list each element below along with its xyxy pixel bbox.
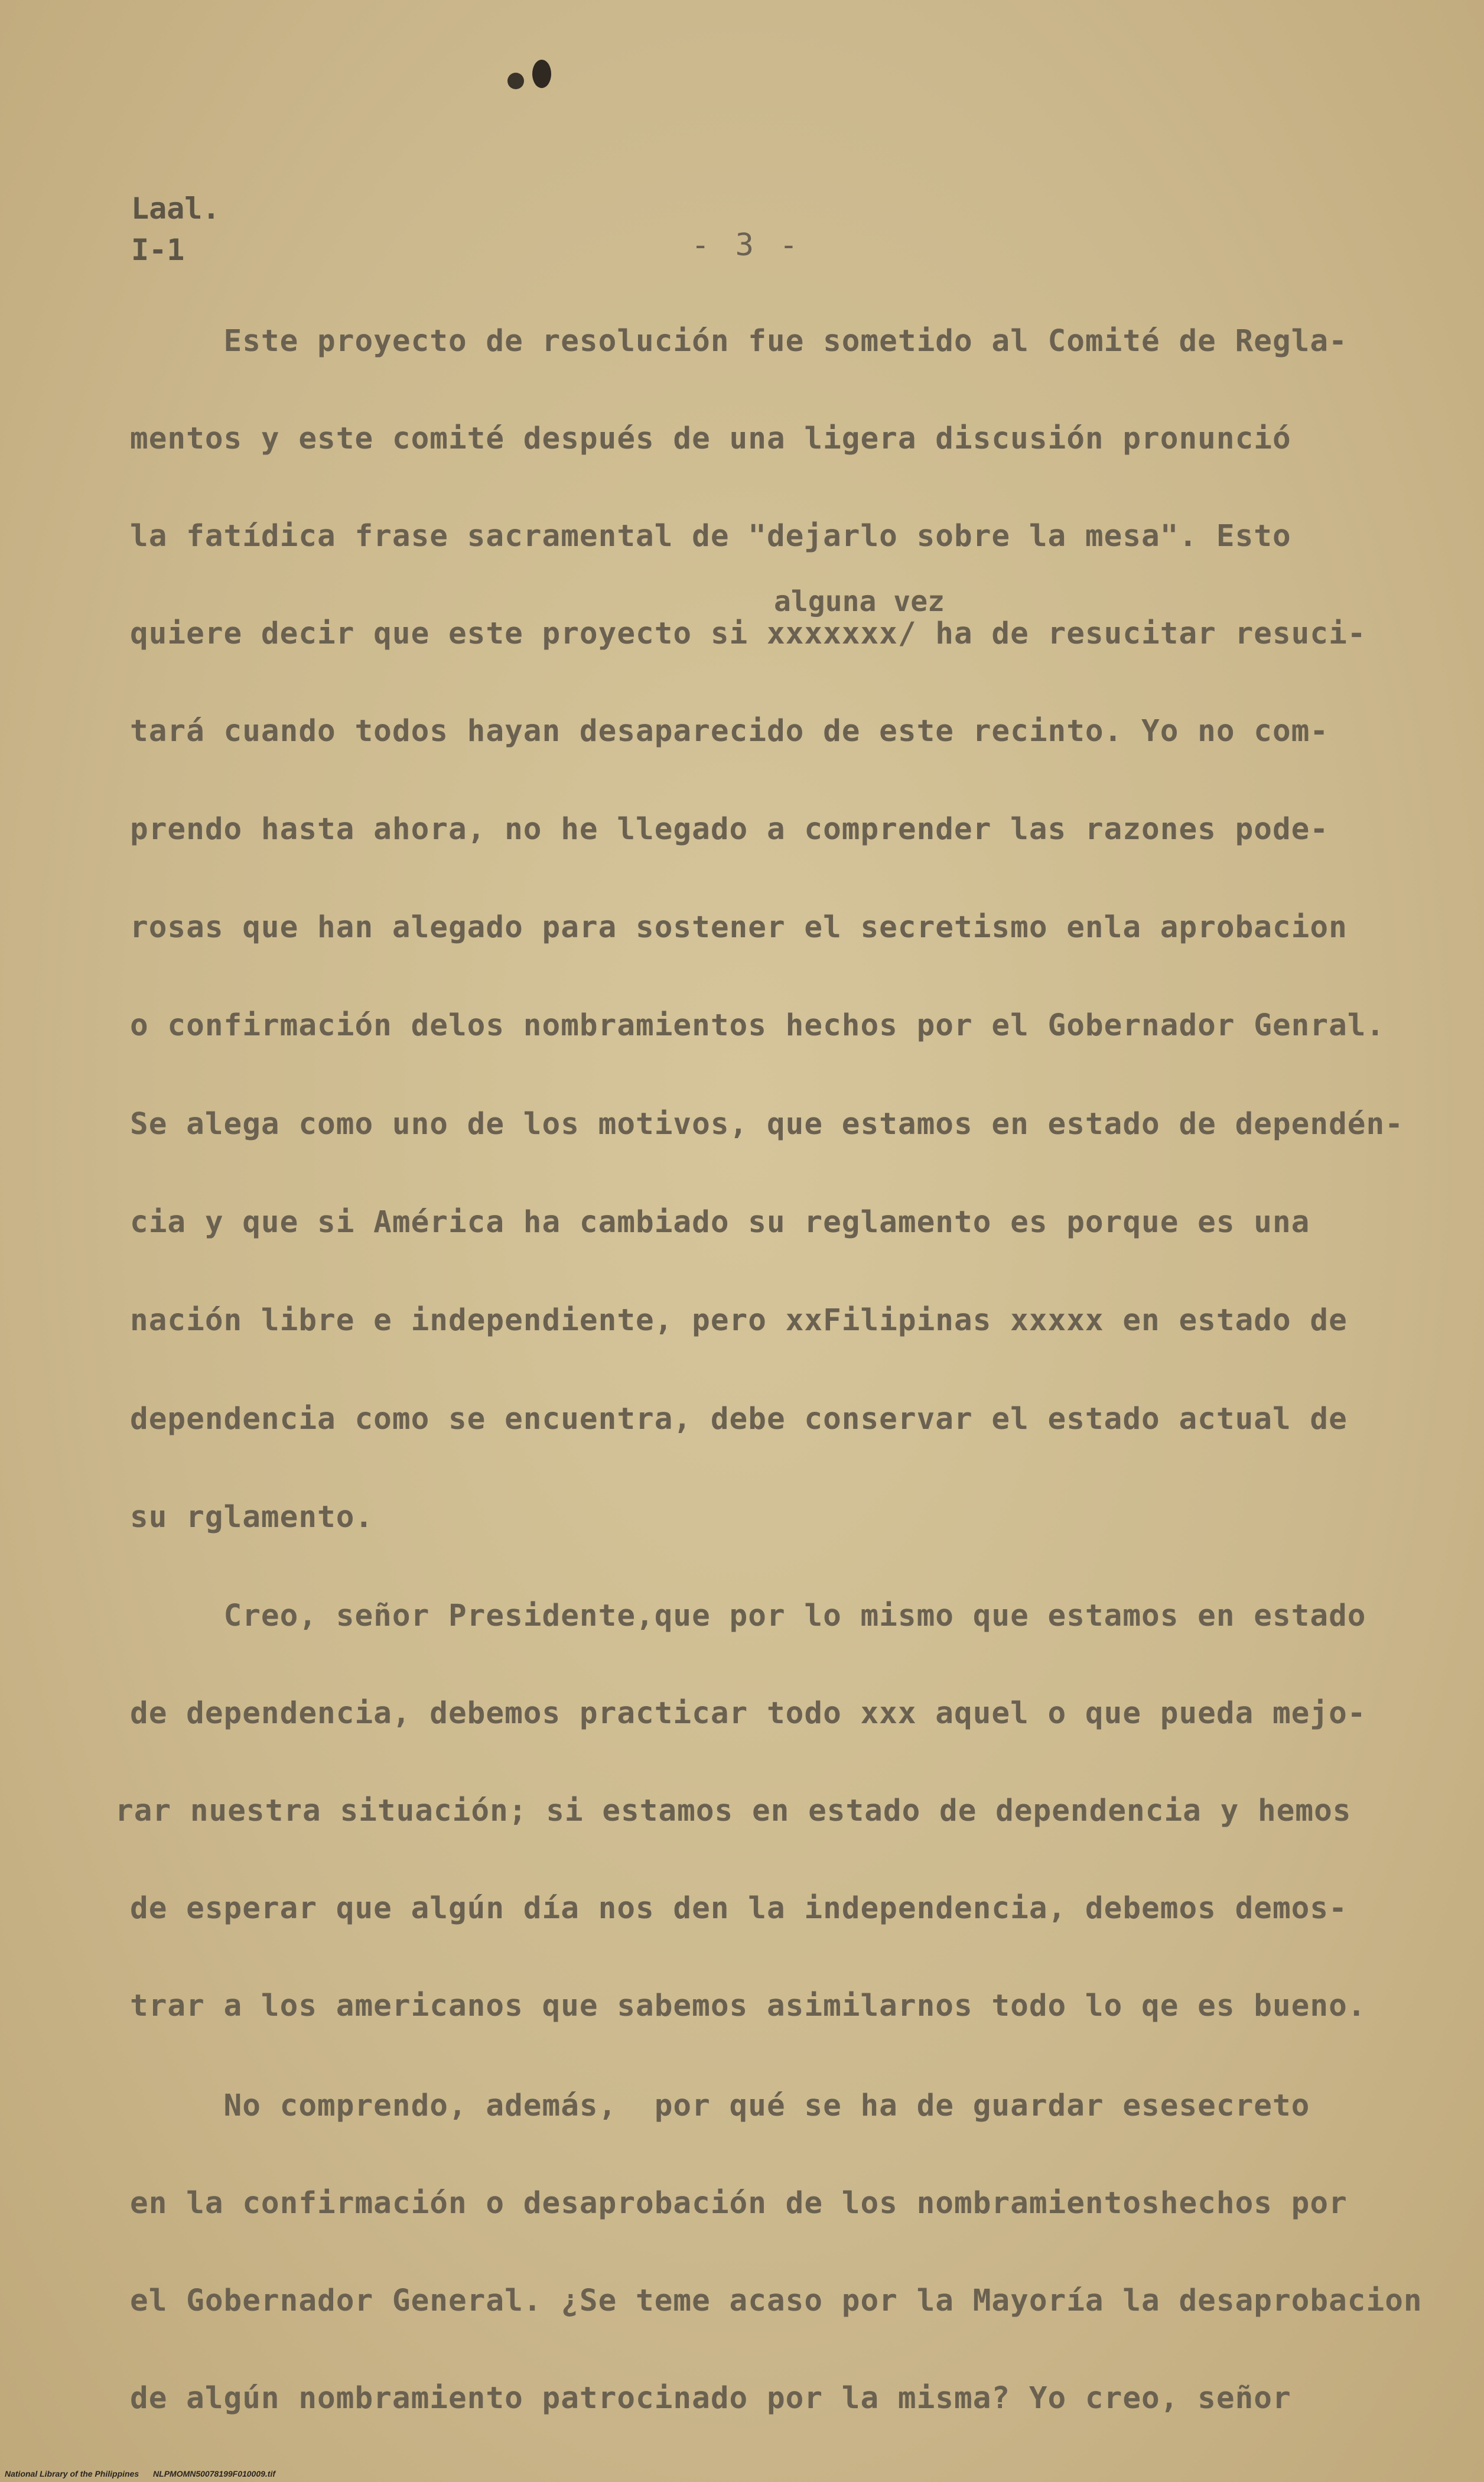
scan-footer: [5, 2469, 287, 2478]
text-line: prendo hasta ahora, no he llegado a comprender las razones pode-: [130, 812, 1329, 847]
page-number: - 3 -: [691, 228, 802, 263]
text-line: trar a los americanos que sabemos asimilarnos todo lo qe es bueno.: [130, 1989, 1366, 2023]
ink-blot-mark: [499, 56, 564, 98]
file-identifier: NLPMOMN50078199F010009.tif: [153, 2469, 276, 2478]
text-line: tará cuando todos hayan desaparecido de este recinto. Yo no com-: [130, 714, 1329, 749]
text-line: dependencia como se encuentra, debe conservar el estado actual de: [130, 1402, 1348, 1437]
text-line: rar nuestra situación; si estamos en estado de dependencia y hemos: [115, 1794, 1352, 1828]
text-line: en la confirmación o desaprobación de los nombramientoshechos por: [130, 2186, 1348, 2221]
text-line: de algún nombramiento patrocinado por la misma? Yo creo, señor: [130, 2381, 1291, 2416]
text-line: o confirmación delos nombramientos hechos por el Gobernador Genral.: [130, 1008, 1385, 1043]
library-credit: National Library of the Philippines: [5, 2469, 139, 2478]
text-line: quiere decir que este proyecto si xxxxxxx/ ha de resucitar resuci-: [130, 616, 1366, 651]
text-line: Creo, señor Presidente,que por lo mismo que estamos en estado: [130, 1599, 1366, 1633]
text-line: No comprendo, además, por qué se ha de guardar esesecreto: [130, 2088, 1310, 2123]
text-line: rosas que han alegado para sostener el secretismo enla aprobacion: [130, 910, 1348, 945]
text-line: Este proyecto de resolución fue sometido al Comité de Regla-: [130, 324, 1348, 359]
author-initials: Laal.: [131, 191, 220, 226]
text-line: la fatídica frase sacramental de "dejarlo sobre la mesa". Esto: [130, 519, 1291, 554]
text-line: el Gobernador General. ¿Se teme acaso por la Mayoría la desaprobacion: [130, 2283, 1423, 2318]
interlinear-correction: alguna vez: [774, 585, 945, 618]
text-line: Se alega como uno de los motivos, que estamos en estado de dependén-: [130, 1107, 1404, 1142]
text-line: mentos y este comité después de una ligera discusión pronunció: [130, 421, 1291, 456]
text-line: cia y que si América ha cambiado su reglamento es porque es una: [130, 1205, 1310, 1240]
document-code: I-1: [131, 233, 185, 267]
document-header-left: [131, 188, 220, 271]
text-line: nación libre e independiente, pero xxFilipinas xxxxx en estado de: [130, 1303, 1348, 1338]
text-line: de esperar que algún día nos den la independencia, debemos demos-: [130, 1891, 1348, 1926]
text-line: de dependencia, debemos practicar todo xxx aquel o que pueda mejo-: [130, 1696, 1366, 1731]
text-line: su rglamento.: [130, 1500, 374, 1535]
